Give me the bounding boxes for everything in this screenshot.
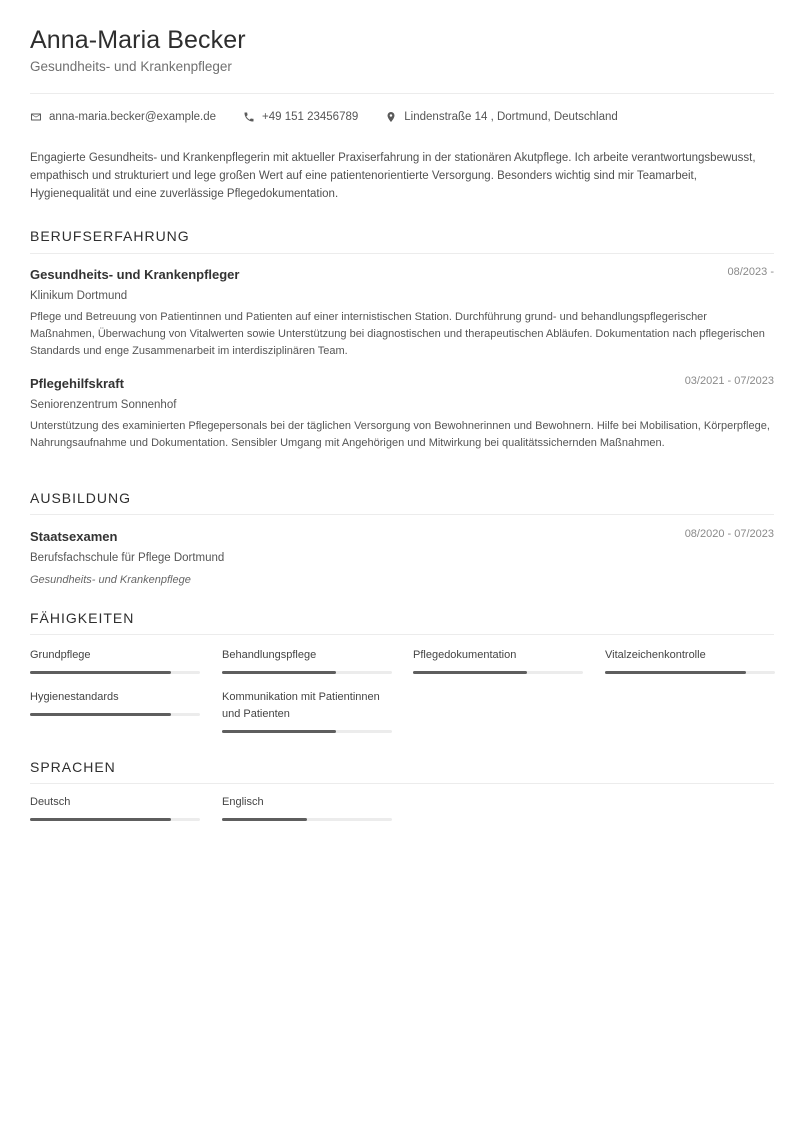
location-pin-icon bbox=[385, 111, 397, 123]
skill-item bbox=[605, 647, 775, 674]
skill-level-bar bbox=[222, 730, 392, 733]
education-date: 08/2020 - 07/2023 bbox=[684, 528, 774, 540]
experience-description: Pflege und Betreuung von Patientinnen und Patienten auf einer internistischen Station. Durchführung grund- und behandlungspflegerischer Maßnahmen, Überwachung von Vitalwerten sowie Unterstützung bei diagnostischen und therapeutischen Abläufen. Dokumentation nach pflegerischen Standards und enge Zusammenarbeit im interdisziplinären Team. bbox=[30, 311, 765, 357]
contact-email[interactable] bbox=[30, 111, 216, 123]
skill-level-fill bbox=[222, 671, 336, 674]
experience-date: 03/2021 - 07/2023 bbox=[684, 375, 774, 387]
section-divider bbox=[30, 783, 774, 784]
education-field: Gesundheits- und Krankenpflege bbox=[30, 574, 191, 586]
skill-item bbox=[222, 689, 392, 733]
experience-description: Unterstützung des examinierten Pflegepersonals bei der täglichen Versorgung von Bewohnerinnen und Bewohnern. Hilfe bei Mobilisation, Körperpflege, Nahrungsaufnahme und Dokumentation. Sensibler Umgang mit Angehörigen und Mitwirkung bei qualitätssichernden Maßnahmen. bbox=[30, 420, 770, 449]
skill-level-fill bbox=[222, 730, 336, 733]
education-degree: Staatsexamen bbox=[30, 529, 118, 544]
section-title-experience: BERUFSERFAHRUNG bbox=[30, 228, 190, 244]
skill-item bbox=[413, 647, 583, 674]
education-school: Berufsfachschule für Pflege Dortmund bbox=[30, 552, 225, 564]
contact-address-text: Lindenstraße 14 , Dortmund, Deutschland bbox=[404, 111, 618, 123]
section-divider bbox=[30, 634, 774, 635]
skill-level-fill bbox=[30, 713, 171, 716]
language-label: Deutsch bbox=[30, 796, 71, 808]
skill-label: Hygienestandards bbox=[30, 691, 119, 703]
language-item bbox=[222, 794, 392, 821]
skill-level-bar bbox=[413, 671, 583, 674]
skill-label: Pflegedokumentation bbox=[413, 649, 517, 661]
experience-date: 08/2023 - bbox=[727, 266, 774, 278]
skill-level-fill bbox=[413, 671, 527, 674]
language-level-fill bbox=[222, 818, 307, 821]
skill-label: Grundpflege bbox=[30, 649, 91, 661]
experience-title: Pflegehilfskraft bbox=[30, 376, 124, 391]
section-title-education: AUSBILDUNG bbox=[30, 490, 132, 506]
contact-phone-text: +49 151 23456789 bbox=[262, 111, 359, 123]
language-label: Englisch bbox=[222, 796, 264, 808]
contact-row bbox=[30, 109, 645, 125]
candidate-name: Anna-Maria Becker bbox=[30, 26, 246, 54]
language-level-fill bbox=[30, 818, 171, 821]
contact-phone[interactable] bbox=[243, 111, 358, 123]
skill-label: Vitalzeichenkontrolle bbox=[605, 649, 706, 661]
profile-summary: Engagierte Gesundheits- und Krankenpflegerin mit aktueller Praxiserfahrung in der stationären Akutpflege. Ich arbeite verantwortungsbewusst, empathisch und strukturiert und lege großen Wert auf eine patientenorientierte Versorgung. Besonders wichtig sind mir Teamarbeit, Hygienequalität und eine zuverlässige Pflegedokumentation. bbox=[30, 152, 756, 200]
experience-employer: Klinikum Dortmund bbox=[30, 290, 128, 302]
skill-level-bar bbox=[30, 671, 200, 674]
section-title-skills: FÄHIGKEITEN bbox=[30, 610, 135, 626]
section-title-languages: SPRACHEN bbox=[30, 759, 116, 775]
section-divider bbox=[30, 514, 774, 515]
skill-level-bar bbox=[222, 671, 392, 674]
skill-item bbox=[30, 647, 200, 674]
skill-label: Kommunikation mit Patientinnen und Patienten bbox=[222, 691, 380, 720]
language-level-bar bbox=[30, 818, 200, 821]
contact-email-text: anna-maria.becker@example.de bbox=[49, 111, 217, 123]
skill-level-bar bbox=[30, 713, 200, 716]
divider bbox=[30, 93, 774, 94]
skill-level-fill bbox=[30, 671, 171, 674]
language-level-bar bbox=[222, 818, 392, 821]
skill-label: Behandlungspflege bbox=[222, 649, 317, 661]
experience-employer: Seniorenzentrum Sonnenhof bbox=[30, 399, 177, 411]
skill-item bbox=[222, 647, 392, 674]
candidate-job-title: Gesundheits- und Krankenpfleger bbox=[30, 59, 232, 74]
phone-icon bbox=[243, 111, 255, 123]
experience-title: Gesundheits- und Krankenpfleger bbox=[30, 267, 240, 282]
mail-icon bbox=[30, 111, 42, 123]
language-item bbox=[30, 794, 200, 821]
skill-level-bar bbox=[605, 671, 775, 674]
section-divider bbox=[30, 253, 774, 254]
skill-level-fill bbox=[605, 671, 746, 674]
skill-item bbox=[30, 689, 200, 716]
contact-address bbox=[385, 111, 618, 123]
